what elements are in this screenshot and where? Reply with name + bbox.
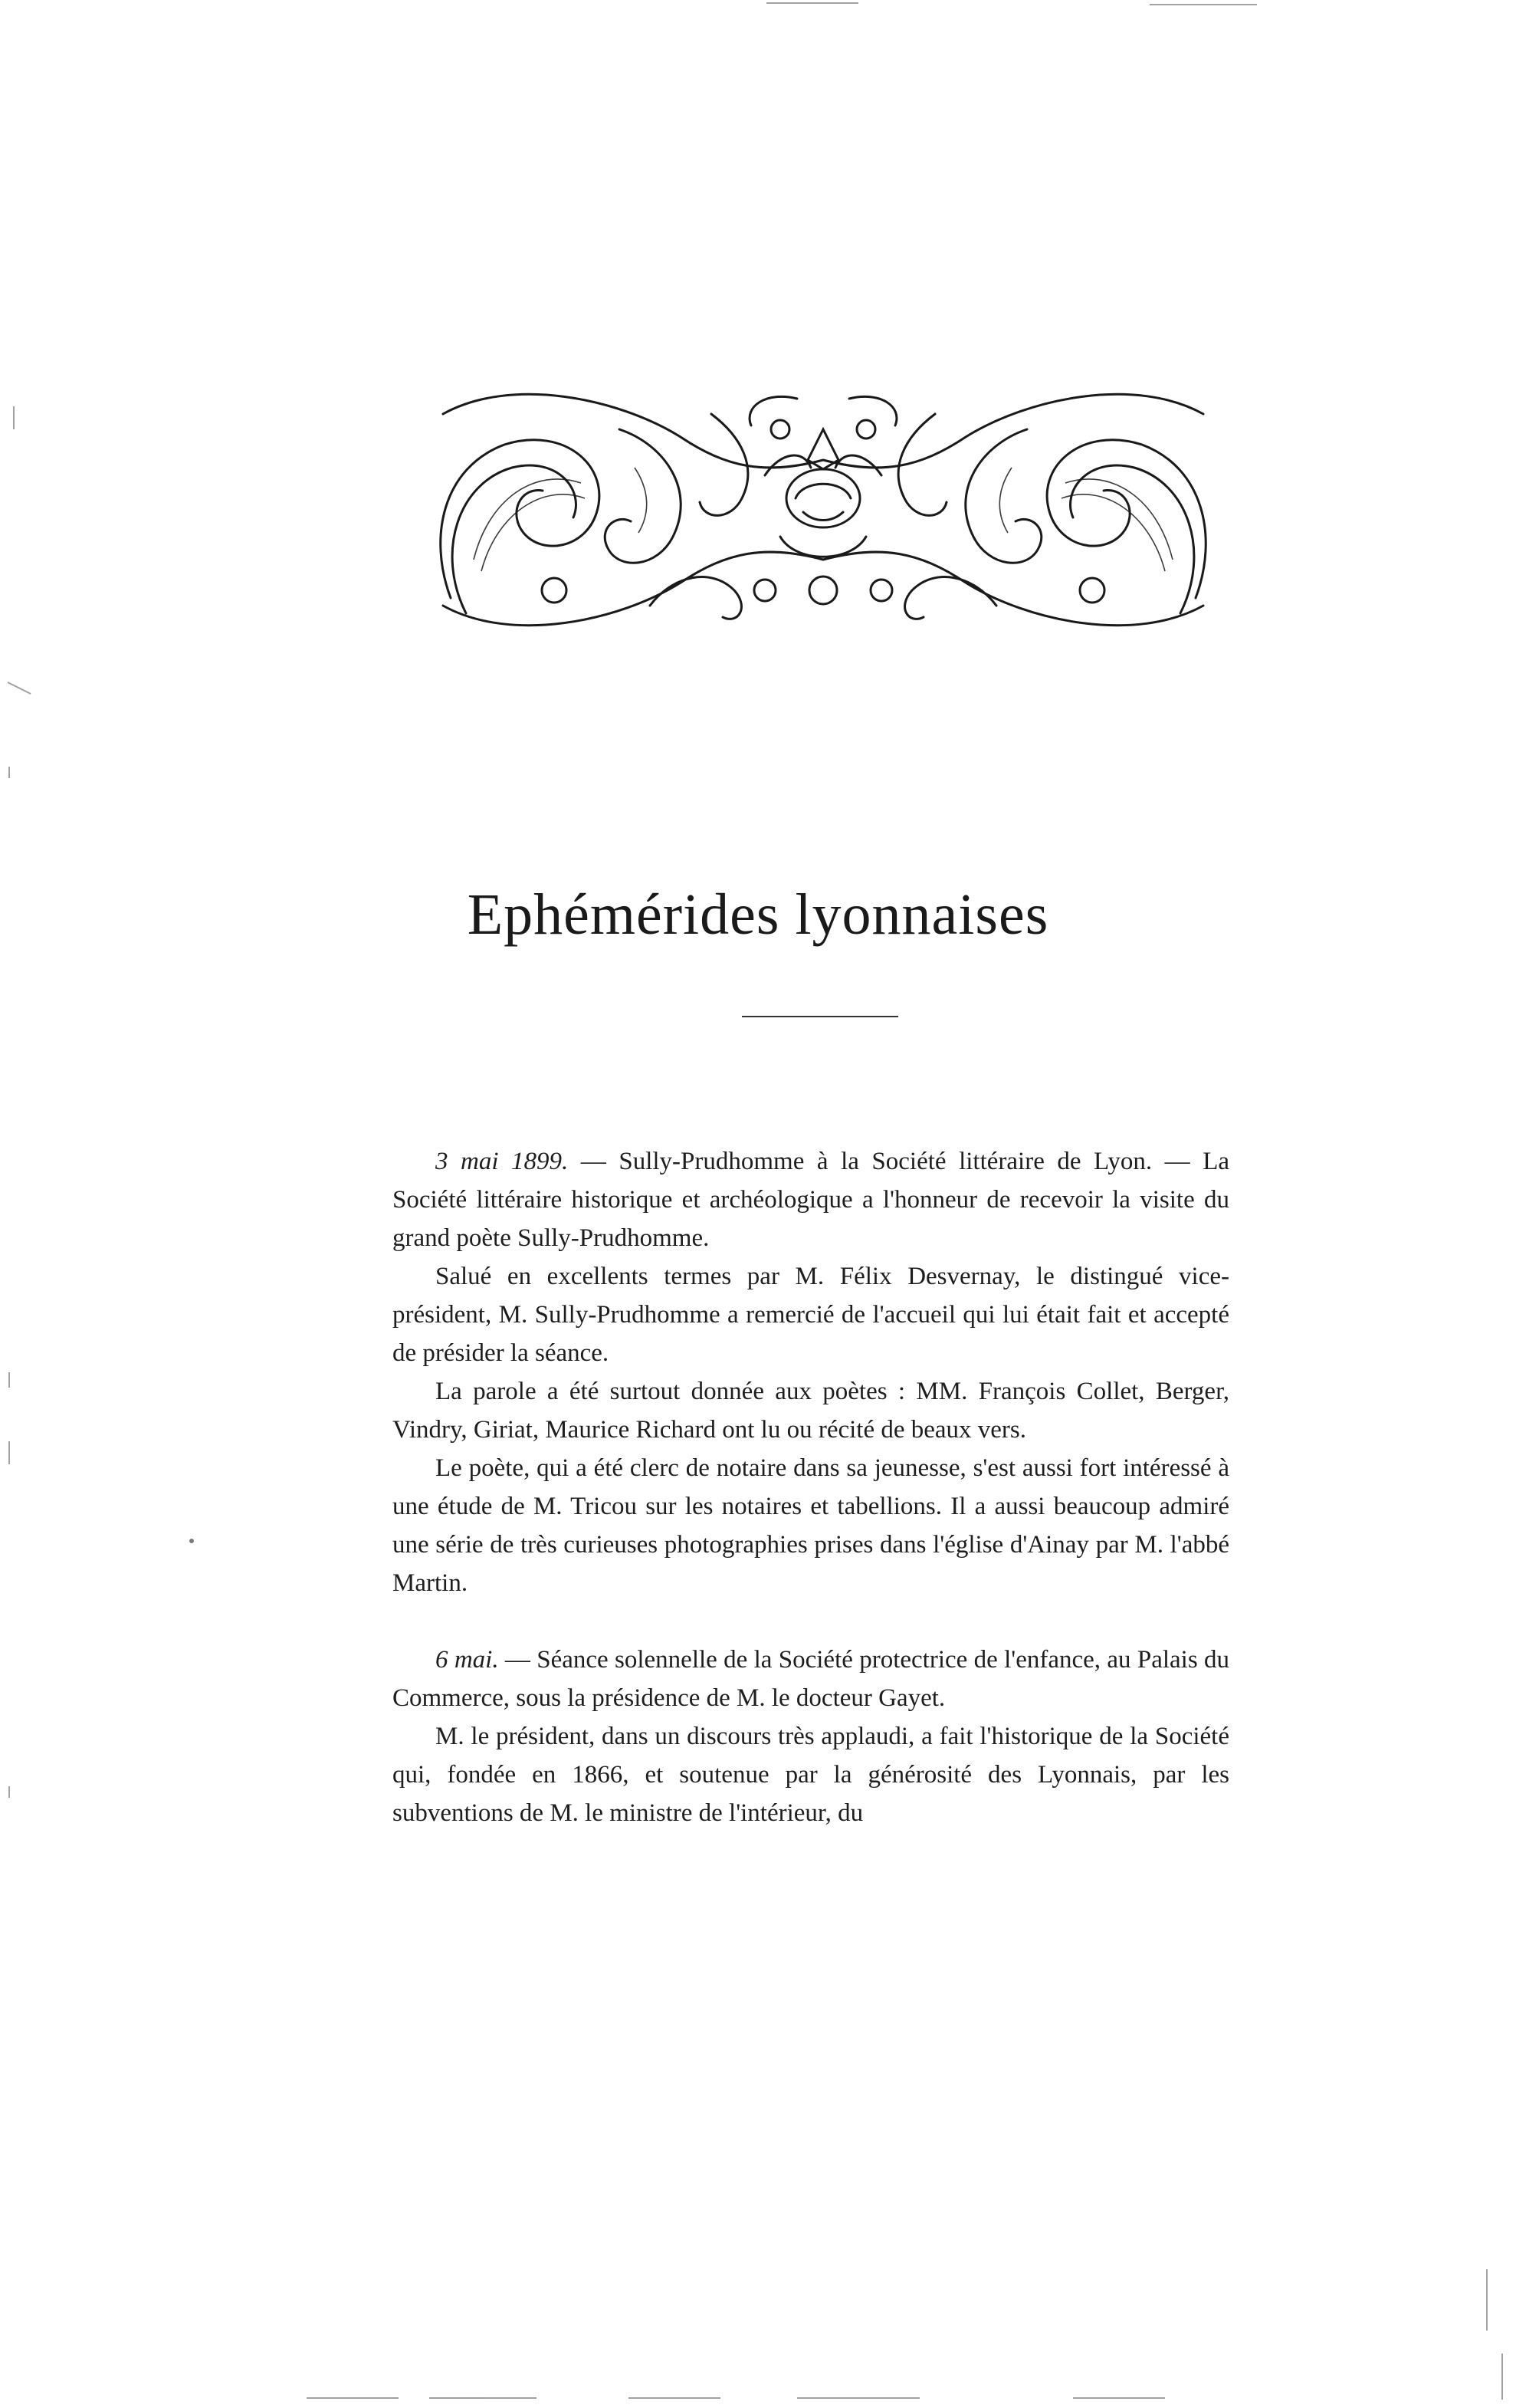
entry-paragraph: M. le président, dans un discours très applaudi, a fait l'historique de la Société qui, fondée en 1866, et soutenue par la générosité des Lyonnais, par les subventions de M. le ministre de l'intérieur, du [392,1723,1229,1827]
entry-paragraph [392,1641,1229,1717]
title-divider [742,1016,898,1017]
entry-paragraph: Salué en excellents termes par M. Félix Desvernay, le distingué vice-président, M. Sully-Prudhomme a remercié de l'accueil qui lui était fait et accepté de présider la séance. [392,1263,1229,1367]
article-body [392,1142,1229,1832]
entry-paragraph: La parole a été surtout donnée aux poètes : MM. François Collet, Berger, Vindry, Giriat, Maurice Richard ont lu ou récité de beaux vers. [392,1378,1229,1444]
entry-date: 6 mai. [435,1646,499,1674]
floral-scroll-ornament-icon [420,383,1226,636]
entry-lead: — Séance solennelle de la Société protectrice de l'enfance, au Palais du Commerce, sous la présidence de M. le docteur Gayet. [392,1646,1230,1712]
entry-paragraph [392,1142,1229,1257]
entry-lead: — Sully-Prudhomme à la Société littéraire de Lyon. — La Société littéraire historique et archéologique a l'honneur de recevoir la visite du grand poète Sully-Prudhomme. [392,1148,1229,1252]
page-title: Ephémérides lyonnaises [467,882,1049,947]
entry-paragraph: Le poète, qui a été clerc de notaire dans sa jeunesse, s'est aussi fort intéressé à une étude de M. Tricou sur les notaires et tabellions. Il a aussi beaucoup admiré une série de très curieuses photographies prises dans l'église d'Ainay par M. l'abbé Martin. [392,1454,1229,1597]
entry-date: 3 mai 1899. [435,1148,569,1175]
